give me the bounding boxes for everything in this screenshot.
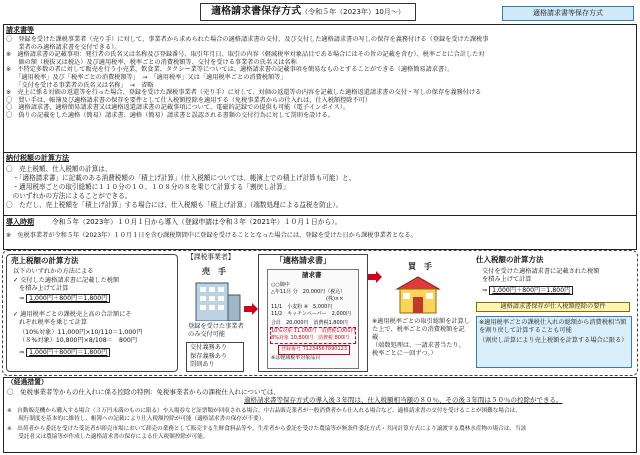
- invoice-line: 〇 買い手は、帳簿及び適格請求書の保存を要件として仕入税額控除を適用する（免税事業者からの仕入れは、仕入税額控除不可）: [6, 96, 372, 104]
- invoice-line: 「適用税率」及び「税率ごとの消費税額等」 → 「適用税率」又は「適用税率ごとの消費税額等」: [6, 73, 287, 81]
- invoice-panel: [258, 254, 368, 372]
- sales-line-10: （10%対象）11,000円×10/110＝1,000円: [19, 329, 143, 336]
- sales-calc-title: 売上税額の計算方法: [11, 256, 79, 265]
- sales-calc-1: ⇒ 1,000円＋800円＝1,800円: [19, 295, 110, 303]
- section-calc-body: [6, 165, 632, 210]
- invoice-rate-10: 10%対象 11,000円 消費税1,000円: [271, 328, 356, 334]
- sales-check-1: ✓ 交付した適格請求書に記載した税額: [13, 277, 120, 284]
- transition-note: ※ 出荷者から委託を受けた受託者が卸売市場において卸売の業務として販売する生鮮食料品等や、生産者から委託を受けた農協等が無条件委託方式・共同計算方式により譲渡する農林水産物の場合は、当該: [7, 426, 527, 432]
- purchase-desc: 交付を受けた適格請求書に記載された税額: [482, 268, 600, 275]
- invoice-line: 〇 偽りの記載をした適格（簡易）請求書、適格（簡易）請求書と誤認される書類の交付行為に対して罰則を設ける。: [6, 111, 334, 119]
- start-note: ※ 免税事業者が令和５年（2023年）１０月１日を含む課税期間中に登録を受けることとなった場合には、登録を受けた日から課税事業者となる。: [6, 232, 417, 239]
- purchase-calc: ⇒ 1,000円＋800円＝1,800円: [482, 287, 573, 295]
- purchase-desc-2: を積み上げて計算: [482, 276, 532, 283]
- sales-check-2: ✓ 適用税率ごとの課税売上高の合計額にそ: [13, 311, 132, 318]
- purchase-requirement: 適格請求書保存が仕入税額控除の要件: [476, 302, 630, 312]
- corner-badge: 適格請求書等保存方式: [502, 6, 634, 21]
- transition-box: [3, 377, 637, 453]
- invoice-line: 「交付を受ける事業者の氏名又は名称」 → 省略: [6, 81, 154, 89]
- sales-calc-2: ⇒ 1,000円＋800円＝1,800円: [19, 349, 110, 357]
- invoice-line: 〇 適格請求書、適格簡易請求書又は適格返還請求書の記載事項について、電磁的記録での提供も可能（電子インボイス）。: [6, 104, 350, 112]
- section-head-calc: 納付税額の計算方法: [6, 154, 69, 162]
- seller-tag: 【課税事業者】: [187, 253, 235, 261]
- transition-line: 適格請求書等保存方式の導入後３年間は、仕入税額相当額の８０％、その後３年間は５０％の控除ができる。: [244, 396, 563, 404]
- seller-note-b: のみ交付可能: [188, 331, 226, 338]
- page-title-text: 適格請求書保存方式: [211, 6, 302, 17]
- transition-note: ※ 自動販売機から購入する場合（３万円未満のものに限る）や入場券など証票類が回収される場合、中古品販売業者が一般消費者から仕入れる場合など、適格請求書の交付を受けることが困難な場合は、: [7, 408, 521, 414]
- sales-check-1b: を積み上げて計算: [19, 285, 69, 292]
- invoice-line: ※ 適格請求書の記載事項：発行者の氏名又は名称及び登録番号、取引年月日、取引の内容（軽減税率対象品目である場合にはその旨の記載を含む）、税率ごとに合計した対: [6, 51, 485, 59]
- invoice-row: 11/2 キッチンペーパー 2,000円: [271, 311, 351, 317]
- sales-line-8: （８%対象）10,800円×8/108＝ 800円: [19, 337, 138, 344]
- seller-note-a: 登録を受けた事業者: [188, 323, 244, 330]
- buyer-note-text: ※適用税率ごとの取引総額を計算した上で、税率ごとの消費税額を記載: [372, 318, 470, 341]
- invoice-line: 業者のみ適格請求書を交付できる）。: [6, 43, 121, 51]
- page-title-period: （令和５年（2023年）10月～）: [301, 8, 405, 16]
- buyer-label: 買 手: [408, 262, 432, 271]
- invoice-line: ※ 不特定多数の者に対して販売を行う小売業、飲食業、タクシー業等については、適格請求書の記載事項を簡易なものとすることができる（適格簡易請求書）。: [6, 66, 454, 74]
- section-head-start: 導入時期: [6, 218, 34, 226]
- invoice-star-note: ※は軽減税率対象品目: [271, 355, 321, 361]
- sales-calc-sub: 以下のいずれかの方法による: [13, 268, 94, 275]
- calc-line: 〇 売上税額、仕入税額の計算は、: [6, 165, 112, 173]
- invoice-doc: [267, 269, 359, 369]
- calc-line: 〇 ただし、売上税額を「積上げ計算」する場合には、仕入税額も「積上げ計算」（端数処理による益税を防止）。: [6, 201, 343, 209]
- start-date-text: 令和５年（2023年）１０月１日から導入（登録申請は令和３年（2021年）１０月１日から）。: [52, 218, 342, 226]
- calc-line: のいずれかの方法によることができる。: [6, 192, 132, 200]
- invoice-row: 11/1 小麦粉 ※ 5,000円: [271, 304, 333, 310]
- purchase-note-box: [476, 316, 632, 368]
- invoice-line: 価の額（税抜又は税込）及び適用税率、税率ごとの消費税額等、交付を受ける事業者の氏名又は名称: [6, 58, 297, 66]
- seller-label: 売 手: [202, 267, 226, 276]
- invoice-date-total: △年11月 分 20,000円（税込）: [271, 289, 346, 295]
- invoice-company: ○○御中: [271, 282, 290, 288]
- invoice-line: 〇 登録を受けた課税事業者（売り手）に対して、事業者から求められた場合の適格請求書の交付、及び交付した適格請求書の写しの保存を義務付ける（登録を受けた課税事: [6, 36, 489, 43]
- purchase-note-2: （割戻し計算により売上税額を計算する場合に限る）: [479, 337, 628, 344]
- divider: [3, 152, 637, 153]
- purchase-note: ※適用税率ごとの課税仕入れの総額から消費税相当額を割り戻して計算することも可能: [479, 319, 627, 334]
- invoice-rate-8: 8%対象 10,800円 消費税 800円: [271, 335, 350, 341]
- invoice-total: 合計 20,000円 消費税1,800円: [271, 320, 348, 326]
- transition-line: 〇 免税事業者等からの仕入れに係る控除の特例：免税事業者からの課税仕入れについては、: [7, 388, 280, 396]
- transition-head: （経過措置）: [7, 378, 48, 386]
- calc-line: ・「適格請求書」に記載のある消費税額の「積上げ計算」（仕入税額については、帳簿上での積上げ計算も可能）と、: [6, 174, 356, 182]
- sales-calc-box: [6, 254, 178, 372]
- shop-icon: [393, 275, 443, 315]
- invoice-reg-number: 登録番号 T1234567890123: [278, 345, 350, 355]
- invoice-tax-rates: [270, 327, 356, 344]
- seller-obligations-text: 交付義務あり 保存義務あり 罰則あり: [190, 344, 228, 368]
- building-icon: [192, 279, 242, 321]
- arrow-right-icon: [244, 300, 258, 312]
- invoice-line: ※ 売上に係る対価の返還等を行った場合、登録を受けた課税事業者（売り手）に対して、対価の返還等の内容を記載した適格返還請求書の交付・写しの保存を義務付ける: [6, 89, 482, 97]
- calc-line: ・適用税率ごとの取引総額に１１０分の１０、１０８分の８を乗じて計算する「割戻し計算」: [6, 183, 290, 191]
- buyer-note-2: （端数処理は、一請求書当たり、税率ごとに一回ずつ。）: [372, 342, 465, 357]
- purchase-calc-box: [476, 254, 632, 370]
- transition-note: 受託者又は農協等が作成した適格請求書の保存による仕入税額控除が可能。: [7, 434, 209, 440]
- arrow-right-icon: [368, 268, 382, 280]
- invoice-header: 「適格請求書」: [275, 256, 331, 265]
- divider: [3, 215, 637, 216]
- invoice-doc-title: 請求書: [302, 271, 322, 279]
- invoice-issuer: (株)××: [326, 296, 344, 302]
- section-invoice-body: [6, 36, 632, 120]
- page-title: [200, 3, 416, 21]
- sales-check-2b: れぞれ税率を乗じて計算: [19, 319, 88, 326]
- buyer-note: [372, 318, 470, 358]
- seller-obligations: [186, 342, 244, 372]
- purchase-calc-title: 仕入税額の計算方法: [476, 255, 544, 264]
- section-head-invoice: 請求書等: [6, 26, 34, 34]
- transition-note: 現行制度を基本的に維持し、帳簿への記載により仕入税額控除が可能（適格請求書の保存が不要）。: [7, 416, 268, 422]
